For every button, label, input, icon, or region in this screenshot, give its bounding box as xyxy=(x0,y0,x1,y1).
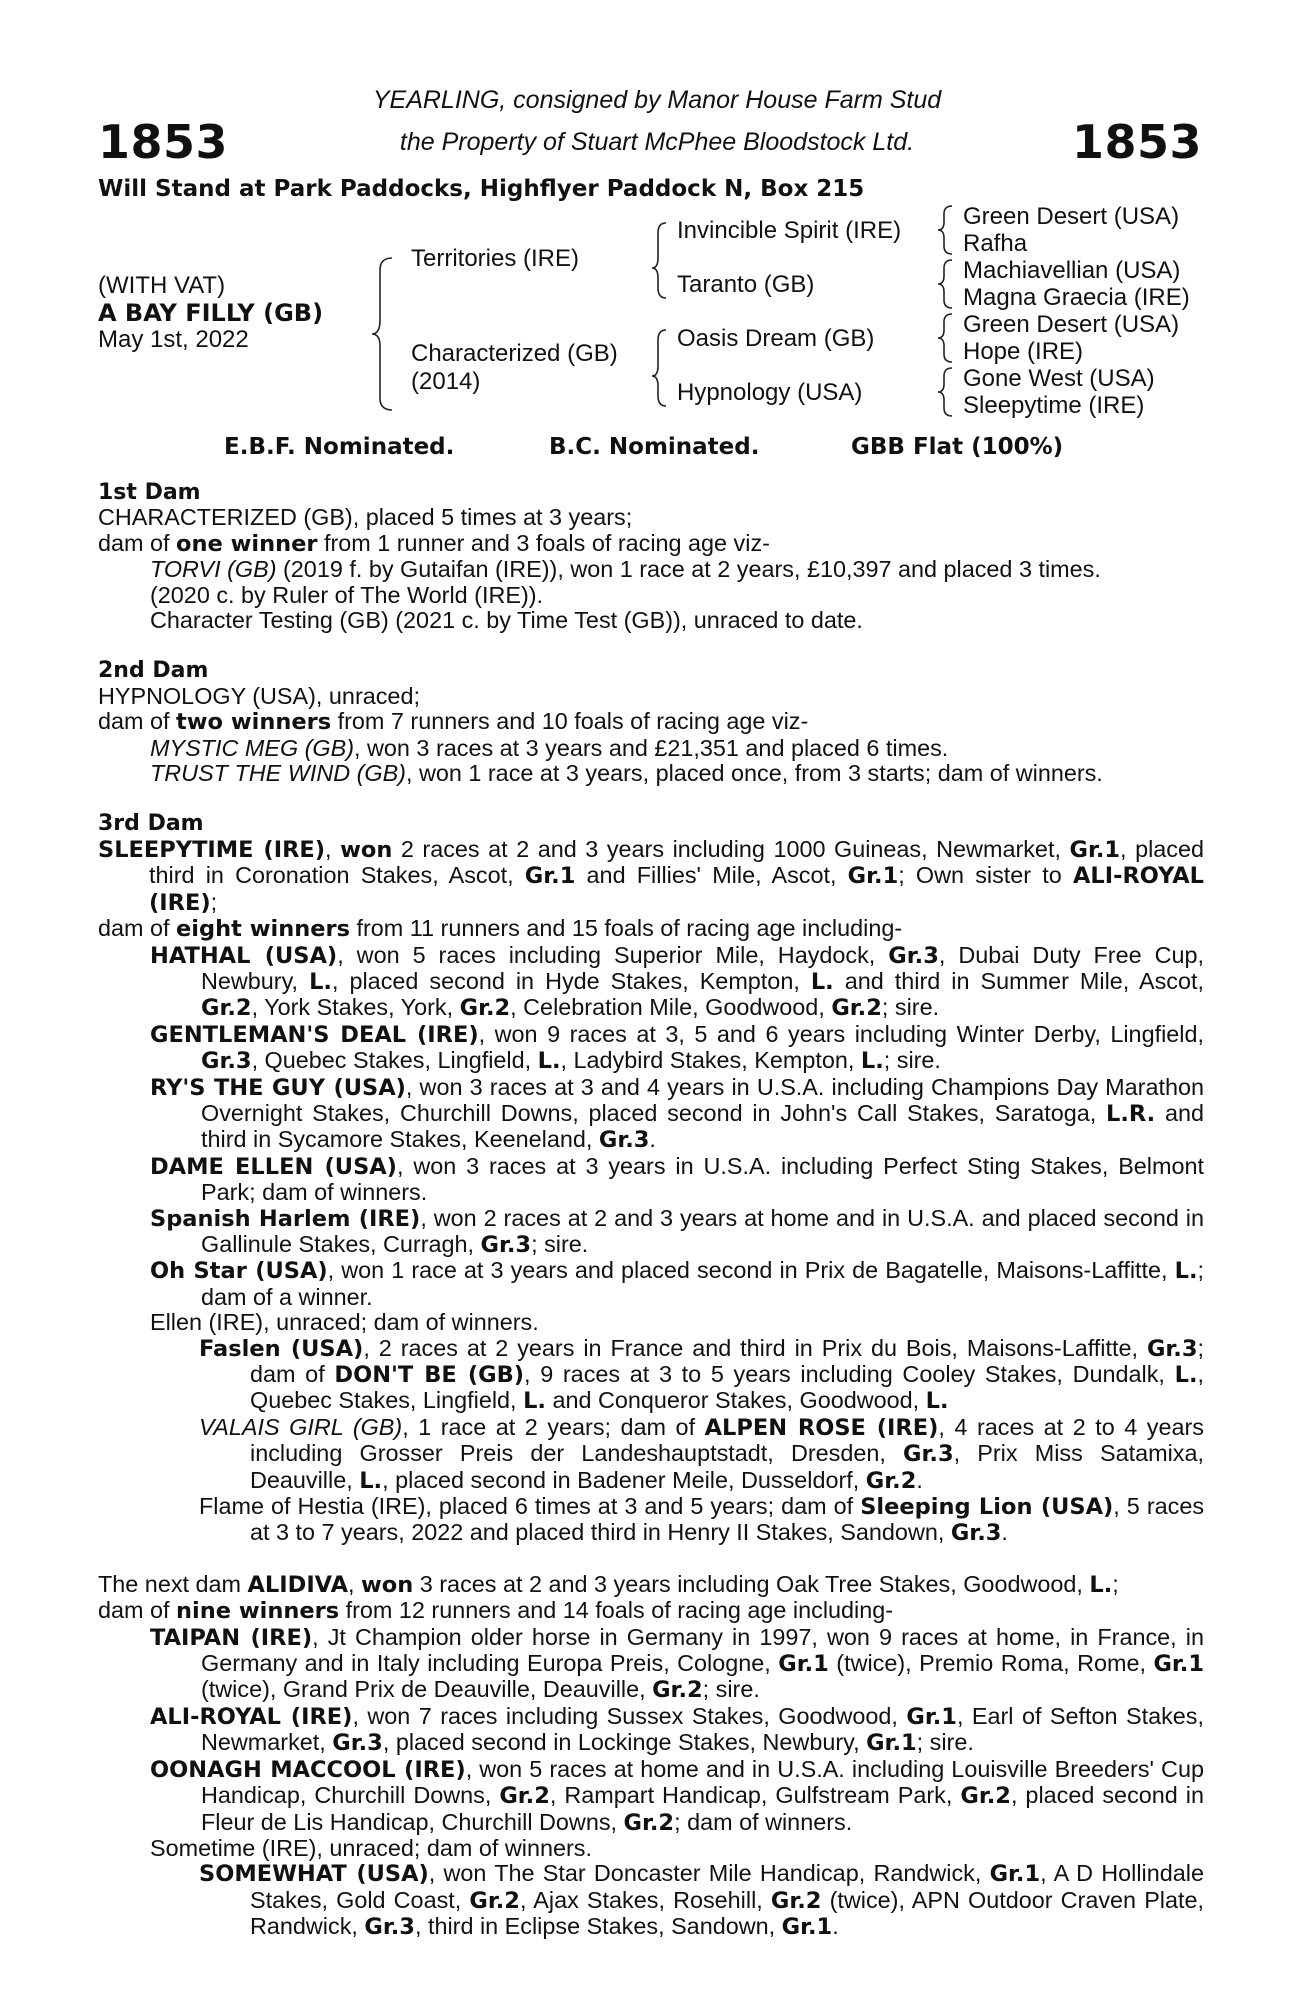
produce-dame-ellen: DAME ELLEN (USA), won 3 races at 3 years in U.S.A. including Perfect Sting Stakes, Belmont Park; dam of winners. xyxy=(150,1152,1204,1206)
ancestor-3-1: Green Desert (USA) xyxy=(963,203,1180,230)
horse-name: A BAY FILLY (GB) xyxy=(98,299,324,327)
consignment-line: YEARLING, consigned by Manor House Farm Stud xyxy=(372,86,942,114)
third-dam-heading: 3rd Dam xyxy=(98,811,204,837)
stand-location: Will Stand at Park Paddocks, Highflyer Paddock N, Box 215 xyxy=(98,176,865,202)
grandproduce-somewhat: SOMEWHAT (USA), won The Star Doncaster Mile Handicap, Randwick, Gr.1, A D Hollindale Stakes, Gold Coast, Gr.2, Ajax Stakes, Rosehill, Gr.2 (twice), APN Outdoor Craven Plate, Randwick, Gr.3, third in Eclipse Stakes, Sandown, Gr.1. xyxy=(199,1860,1205,1941)
ancestor-3-8: Sleepytime (IRE) xyxy=(963,392,1145,419)
produce-rys-the-guy: RY'S THE GUY (USA), won 3 races at 3 and 4 years in U.S.A. including Champions Day Marathon Overnight Stakes, Churchill Downs, placed second in John's Call Stakes, Saratoga, L.R. and third in Sycamore Stakes, Keeneland, Gr.3. xyxy=(150,1073,1204,1154)
sire-name: Territories (IRE) xyxy=(411,245,580,272)
ancestor-3-7: Gone West (USA) xyxy=(963,365,1155,392)
ebf-nomination: E.B.F. Nominated. xyxy=(224,434,455,460)
ancestor-3-5: Green Desert (USA) xyxy=(963,311,1180,338)
grandproduce-flame-of-hestia: Flame of Hestia (IRE), placed 6 times at 3 and 5 years; dam of Sleeping Lion (USA), 5 races at 3 to 7 years, 2022 and placed third in Henry II Stakes, Sandown, Gr.3. xyxy=(199,1493,1205,1547)
lot-number-right: 1853 xyxy=(1071,115,1202,169)
ancestor-3-6: Hope (IRE) xyxy=(963,338,1084,365)
property-line: the Property of Stuart McPhee Bloodstock Ltd. xyxy=(399,128,915,156)
third-dam-record: SLEEPYTIME (IRE), won 2 races at 2 and 3 years including 1000 Guineas, Newmarket, Gr.1, placed third in Coronation Stakes, Ascot, Gr.1 and Fillies' Mile, Ascot, Gr.1; Own sister to ALI-ROYAL (IRE); xyxy=(98,835,1205,916)
second-dam-heading: 2nd Dam xyxy=(98,658,209,684)
catalogue-body xyxy=(98,480,1204,1941)
grandproduce-valais-girl: VALAIS GIRL (GB), 1 race at 2 years; dam of ALPEN ROSE (IRE), 4 races at 2 to 4 years including Grosser Preis der Landeshauptstadt, Dresden, Gr.3, Prix Miss Satamixa, Deauville, L., placed second in Badener Meile, Dusseldorf, Gr.2. xyxy=(199,1413,1204,1494)
bc-nomination: B.C. Nominated. xyxy=(549,434,760,460)
third-dam-produce-summary: dam of eight winners from 11 runners and 15 foals of racing age including- xyxy=(98,915,903,943)
produce-torvi: TORVI (GB) (2019 f. by Gutaifan (IRE)), won 1 race at 2 years, £10,397 and placed 3 times. xyxy=(150,556,1101,583)
sires-sire: Invincible Spirit (IRE) xyxy=(677,217,902,244)
ancestor-3-4: Magna Graecia (IRE) xyxy=(963,284,1190,311)
produce-character-testing: Character Testing (GB) (2021 c. by Time Test (GB)), unraced to date. xyxy=(150,607,863,634)
vat-note: (WITH VAT) xyxy=(98,272,226,299)
produce-2020-colt: (2020 c. by Ruler of The World (IRE)). xyxy=(150,581,544,608)
produce-taipan: TAIPAN (IRE), Jt Champion older horse in Germany in 1997, won 9 races at home, in France, in Germany and in Italy including Europa Preis, Cologne, Gr.1 (twice), Premio Roma, Rome, Gr.1 (twice), Grand Prix de Deauville, Deauville, Gr.2; sire. xyxy=(150,1623,1204,1704)
produce-ali-royal: ALI-ROYAL (IRE), won 7 races including Sussex Stakes, Goodwood, Gr.1, Earl of Sefton Stakes, Newmarket, Gr.3, placed second in Lockinge Stakes, Newbury, Gr.1; sire. xyxy=(150,1702,1204,1757)
foaling-date: May 1st, 2022 xyxy=(98,326,249,353)
produce-oonagh-maccool: OONAGH MACCOOL (IRE), won 5 races at home and in U.S.A. including Louisville Breeders' Cup Handicap, Churchill Downs, Gr.2, Rampart Handicap, Gulfstream Park, Gr.2, placed second in Fleur de Lis Handicap, Churchill Downs, Gr.2; dam of winners. xyxy=(150,1755,1204,1836)
lot-number-left: 1853 xyxy=(98,115,229,169)
dams-dam: Hypnology (USA) xyxy=(677,379,863,406)
produce-trust-the-wind: TRUST THE WIND (GB), won 1 race at 3 years, placed once, from 3 starts; dam of winners. xyxy=(150,760,1103,787)
produce-hathal: HATHAL (USA), won 5 races including Superior Mile, Haydock, Gr.3, Dubai Duty Free Cup, Newbury, L., placed second in Hyde Stakes, Kempton, L. and third in Summer Mile, Ascot, Gr.2, York Stakes, York, Gr.2, Celebration Mile, Goodwood, Gr.2; sire. xyxy=(150,941,1205,1022)
next-dam-record: The next dam ALIDIVA, won 3 races at 2 and 3 years including Oak Tree Stakes, Goodwood, L.; xyxy=(98,1570,1119,1598)
first-dam-heading: 1st Dam xyxy=(98,480,201,505)
dam-name: Characterized (GB) xyxy=(411,340,618,367)
grandproduce-faslen: Faslen (USA), 2 races at 2 years in France and third in Prix du Bois, Maisons-Laffitte, Gr.3; dam of DON'T BE (GB), 9 races at 3 to 5 years including Cooley Stakes, Dundalk, L., Quebec Stakes, Lingfield, L. and Conqueror Stakes, Goodwood, L. xyxy=(199,1334,1205,1415)
first-dam-produce-summary: dam of one winner from 1 runner and 3 foals of racing age viz- xyxy=(98,529,770,557)
second-dam-record: HYPNOLOGY (USA), unraced; xyxy=(98,682,420,709)
dam-year: (2014) xyxy=(411,368,481,395)
sires-dam: Taranto (GB) xyxy=(677,271,815,298)
dams-sire: Oasis Dream (GB) xyxy=(677,325,875,352)
produce-spanish-harlem: Spanish Harlem (IRE), won 2 races at 2 and 3 years at home and in U.S.A. and placed second in Gallinule Stakes, Curragh, Gr.3; sire. xyxy=(150,1204,1205,1258)
produce-ellen: Ellen (IRE), unraced; dam of winners. xyxy=(150,1309,539,1336)
ancestor-3-3: Machiavellian (USA) xyxy=(963,257,1181,284)
first-dam-record: CHARACTERIZED (GB), placed 5 times at 3 years; xyxy=(98,504,633,531)
produce-oh-star: Oh Star (USA), won 1 race at 3 years and placed second in Prix de Bagatelle, Maisons-Laffitte, L.; dam of a winner. xyxy=(150,1257,1204,1310)
ancestor-3-2: Rafha xyxy=(963,230,1028,257)
gbb-flat: GBB Flat (100%) xyxy=(851,434,1064,460)
produce-mystic-meg: MYSTIC MEG (GB), won 3 races at 3 years and £21,351 and placed 6 times. xyxy=(150,734,949,761)
produce-sometime: Sometime (IRE), unraced; dam of winners. xyxy=(150,1834,592,1861)
second-dam-produce-summary: dam of two winners from 7 runners and 10 foals of racing age viz- xyxy=(98,708,809,736)
next-dam-produce-summary: dam of nine winners from 12 runners and 14 foals of racing age including- xyxy=(98,1597,894,1625)
produce-gentlemans-deal: GENTLEMAN'S DEAL (IRE), won 9 races at 3, 5 and 6 years including Winter Derby, Lingfield, Gr.3, Quebec Stakes, Lingfield, L., Ladybird Stakes, Kempton, L.; sire. xyxy=(150,1020,1204,1075)
